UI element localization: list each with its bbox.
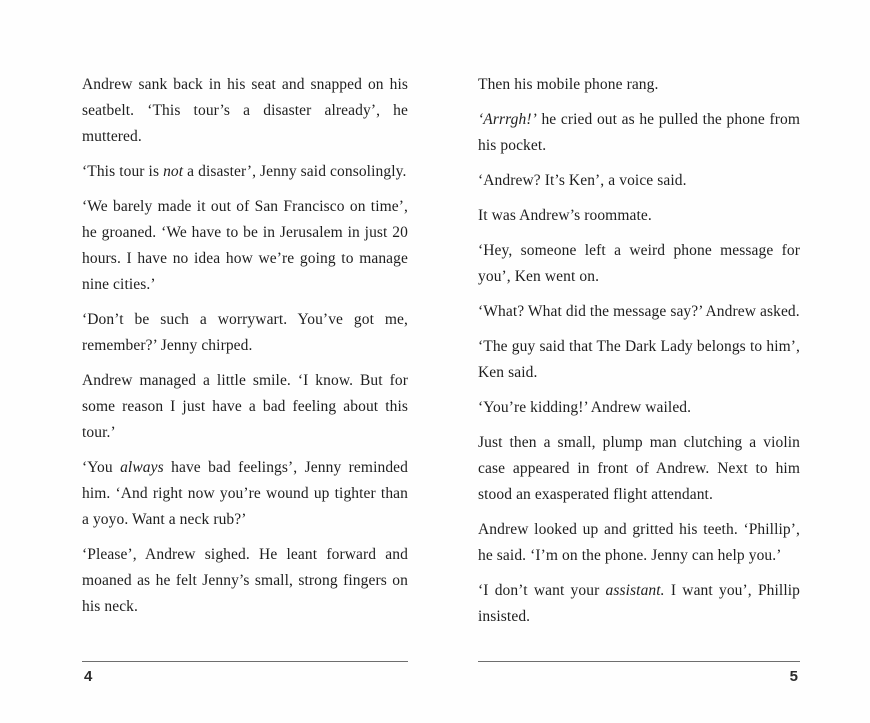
paragraph [478, 203, 800, 229]
text-run: ‘Andrew? It’s Ken’, a voice said. [478, 172, 687, 189]
page-5 [478, 0, 800, 723]
text-run: ‘Please’, Andrew sighed. He leant forward and moaned as he felt Jenny’s small, strong fingers on his neck. [82, 546, 408, 615]
text-run: ‘The guy said that The Dark Lady belongs to him’, Ken said. [478, 338, 800, 381]
paragraph [478, 517, 800, 569]
text-run: ‘What? What did the message say?’ Andrew asked. [478, 303, 800, 320]
italic-text-run: assistant. [605, 582, 665, 599]
paragraph [82, 542, 408, 620]
paragraph [478, 334, 800, 386]
text-run: Andrew sank back in his seat and snapped on his seatbelt. ‘This tour’s a disaster already’, he muttered. [82, 76, 408, 145]
italic-text-run: ‘Arrrgh!’ [478, 111, 537, 128]
page-4 [82, 0, 408, 723]
page-4-number: 4 [84, 668, 93, 685]
paragraph [478, 395, 800, 421]
page-4-footer-rule [82, 661, 408, 662]
paragraph [478, 578, 800, 630]
italic-text-run: not [163, 163, 184, 180]
paragraph [478, 107, 800, 159]
text-run: I want you’, Phillip insisted. [478, 582, 800, 625]
text-run: ‘I don’t want your [478, 582, 606, 599]
text-run: Andrew looked up and gritted his teeth. ‘Phillip’, he said. ‘I’m on the phone. Jenny can help you.’ [478, 521, 800, 564]
paragraph [478, 430, 800, 508]
paragraph [82, 455, 408, 533]
page-5-number: 5 [789, 668, 798, 685]
page-5-footer-rule [478, 661, 800, 662]
paragraph [82, 307, 408, 359]
paragraph [478, 168, 800, 194]
text-run: Andrew managed a little smile. ‘I know. But for some reason I just have a bad feeling about this tour.’ [82, 372, 408, 441]
paragraph [82, 159, 408, 185]
text-run: It was Andrew’s roommate. [478, 207, 652, 224]
paragraph [478, 238, 800, 290]
paragraph [478, 299, 800, 325]
paragraph [82, 194, 408, 298]
paragraph [82, 368, 408, 446]
page-5-text-column [478, 72, 800, 639]
text-run: he cried out as he pulled the phone from his pocket. [478, 111, 800, 154]
paragraph [478, 72, 800, 98]
text-run: ‘You [82, 459, 121, 476]
page-4-text-column [82, 72, 408, 629]
text-run: ‘This tour is [82, 163, 164, 180]
text-run: ‘Don’t be such a worrywart. You’ve got me, remember?’ Jenny chirped. [82, 311, 408, 354]
text-run: ‘We barely made it out of San Francisco on time’, he groaned. ‘We have to be in Jerusalem in just 20 hours. I have no idea how we’re going to manage nine cities.’ [82, 198, 408, 293]
text-run: ‘Hey, someone left a weird phone message for you’, Ken went on. [478, 242, 800, 285]
italic-text-run: always [120, 459, 164, 476]
paragraph [82, 72, 408, 150]
text-run: a disaster’, Jenny said consolingly. [183, 163, 407, 180]
text-run: Then his mobile phone rang. [478, 76, 659, 93]
text-run: ‘You’re kidding!’ Andrew wailed. [478, 399, 692, 416]
text-run: have bad feelings’, Jenny reminded him. ‘And right now you’re wound up tighter than a yoyo. Want a neck rub?’ [82, 459, 409, 528]
text-run: Just then a small, plump man clutching a violin case appeared in front of Andrew. Next to him stood an exasperated flight attendant. [478, 434, 800, 503]
